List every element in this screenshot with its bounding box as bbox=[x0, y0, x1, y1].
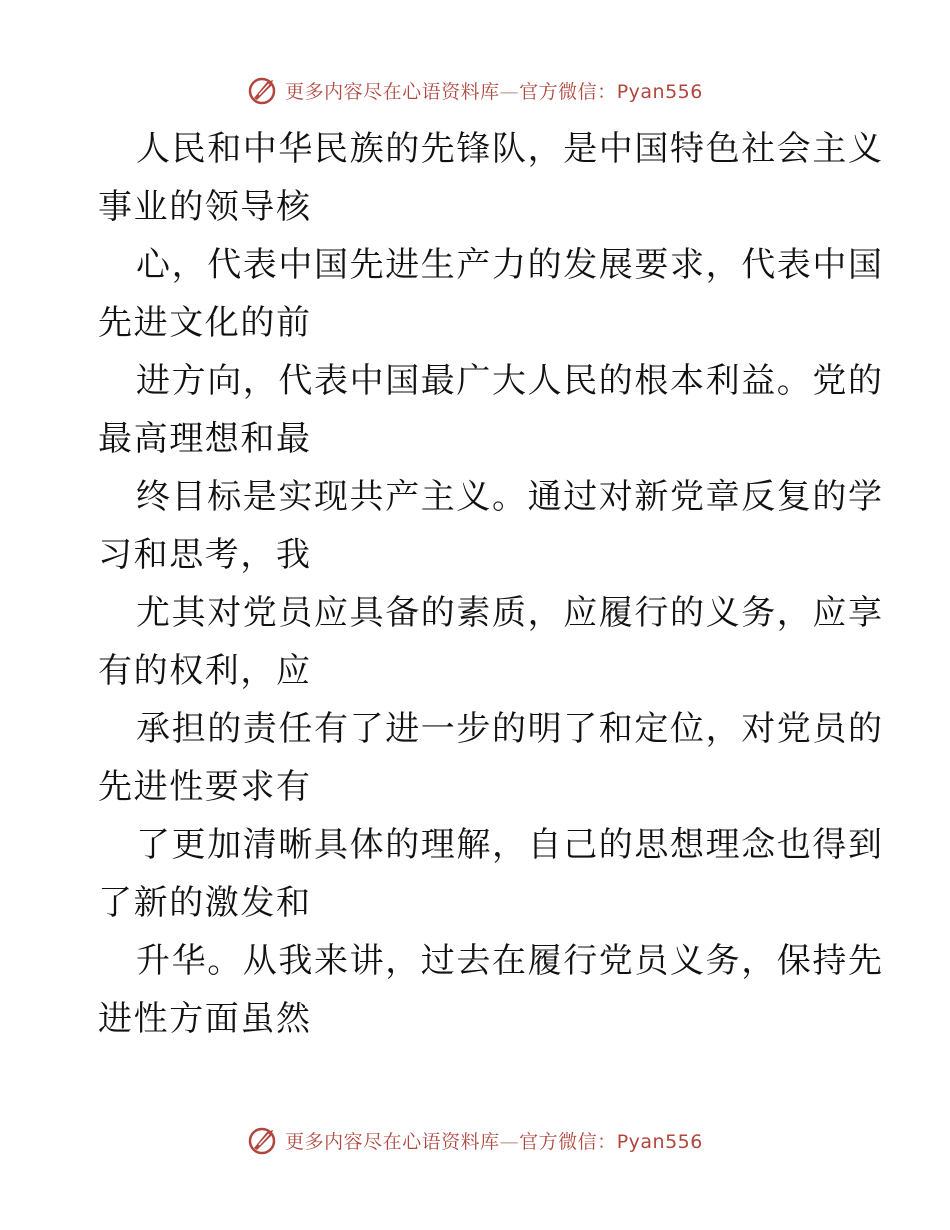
header-library-text: 更多内容尽在心语资料库 bbox=[285, 80, 500, 103]
paragraph-5 bbox=[98, 584, 884, 700]
header-watermark-banner bbox=[0, 70, 950, 110]
paragraph-7 bbox=[98, 816, 884, 932]
footer-banner-text bbox=[285, 1127, 703, 1154]
paragraph-line: 尤其对党员应具备的素质，应履行的义务，应享 bbox=[136, 593, 884, 633]
paragraph-6 bbox=[98, 700, 884, 816]
paragraph-2 bbox=[98, 236, 884, 352]
header-separator: — bbox=[499, 80, 520, 103]
document-body bbox=[98, 120, 884, 1048]
footer-watermark-banner bbox=[0, 1120, 950, 1160]
paragraph-line: 先进文化的前 bbox=[98, 303, 312, 343]
paragraph-line: 进性方面虽然 bbox=[98, 999, 312, 1039]
paragraph-line: 了更加清晰具体的理解，自己的思想理念也得到 bbox=[136, 825, 884, 865]
paragraph-line: 终目标是实现共产主义。通过对新党章反复的学 bbox=[136, 477, 884, 517]
paragraph-line: 心，代表中国先进生产力的发展要求，代表中国 bbox=[136, 245, 884, 285]
footer-wechat-id: Pyan556 bbox=[616, 1130, 703, 1153]
footer-separator: — bbox=[499, 1130, 520, 1153]
paragraph-line: 进方向，代表中国最广大人民的根本利益。党的 bbox=[136, 361, 884, 401]
paragraph-line: 事业的领导核 bbox=[98, 187, 312, 227]
paragraph-line: 最高理想和最 bbox=[98, 419, 312, 459]
paragraph-line: 升华。从我来讲，过去在履行党员义务，保持先 bbox=[136, 941, 884, 981]
paragraph-line: 了新的激发和 bbox=[98, 883, 312, 923]
pen-nib-circle-logo-icon bbox=[247, 1124, 279, 1156]
footer-wechat-label: 官方微信： bbox=[519, 1130, 617, 1153]
paragraph-line: 先进性要求有 bbox=[98, 767, 312, 807]
paragraph-line: 承担的责任有了进一步的明了和定位，对党员的 bbox=[136, 709, 884, 749]
paragraph-3 bbox=[98, 352, 884, 468]
footer-library-text: 更多内容尽在心语资料库 bbox=[285, 1130, 500, 1153]
paragraph-8 bbox=[98, 932, 884, 1048]
paragraph-1 bbox=[98, 120, 884, 236]
header-banner-text bbox=[285, 77, 703, 104]
header-wechat-label: 官方微信： bbox=[519, 80, 617, 103]
header-wechat-id: Pyan556 bbox=[616, 80, 703, 103]
paragraph-line: 有的权利，应 bbox=[98, 651, 312, 691]
paragraph-4 bbox=[98, 468, 884, 584]
pen-nib-circle-logo-icon bbox=[247, 74, 279, 106]
paragraph-line: 人民和中华民族的先锋队，是中国特色社会主义 bbox=[136, 129, 884, 169]
paragraph-line: 习和思考，我 bbox=[98, 535, 312, 575]
